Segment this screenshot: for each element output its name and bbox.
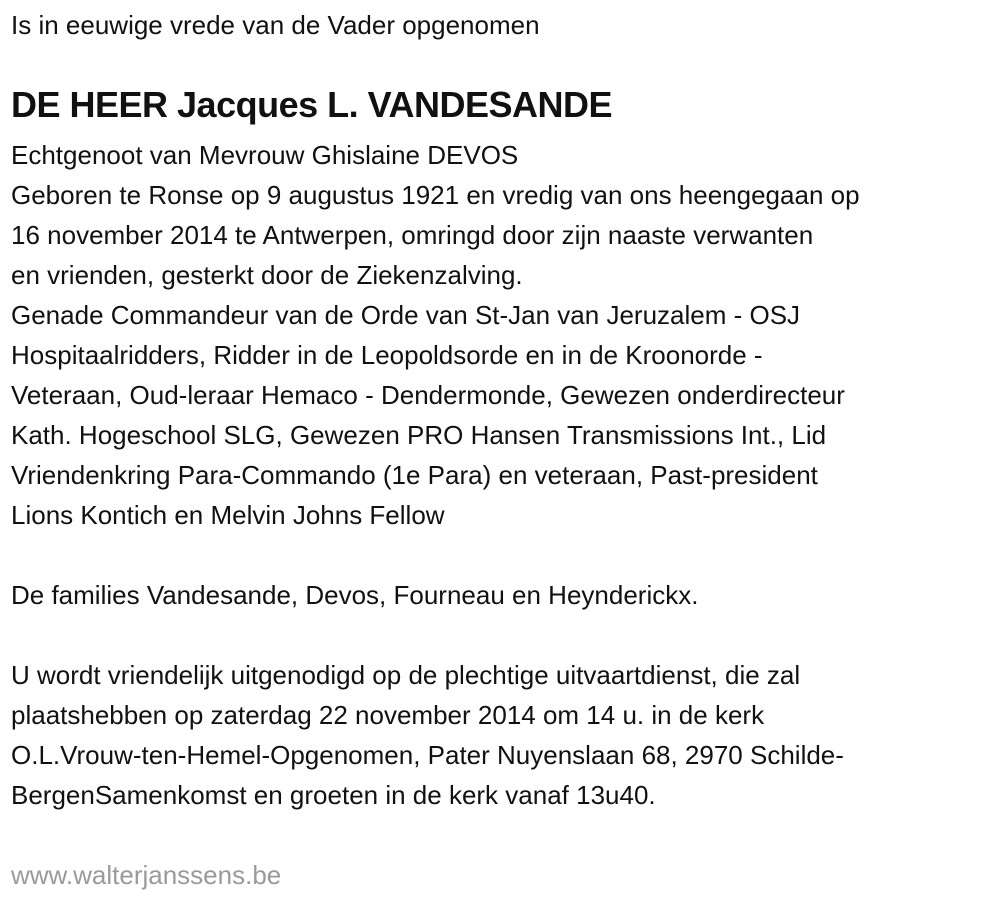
families-text: De families Vandesande, Devos, Fourneau en Heynderickx. (11, 580, 699, 610)
bio-line: 16 november 2014 te Antwerpen, omringd door zijn naaste verwanten (11, 220, 814, 250)
bio-line: Echtgenoot van Mevrouw Ghislaine DEVOS (11, 140, 519, 170)
invitation-block (11, 655, 844, 815)
footer-website-link[interactable]: www.walterjanssens.be (11, 860, 282, 890)
families-block (11, 575, 698, 615)
bio-line: Hospitaalridders, Ridder in de Leopoldsorde en in de Kroonorde - (11, 340, 763, 370)
bio-line: Kath. Hogeschool SLG, Gewezen PRO Hansen Transmissions Int., Lid (11, 420, 827, 450)
bio-line: Genade Commandeur van de Orde van St-Jan van Jeruzalem - OSJ (11, 300, 801, 330)
bio-line: Lions Kontich en Melvin Johns Fellow (11, 500, 445, 530)
deceased-name-title: DE HEER Jacques L. VANDESANDE (11, 84, 612, 125)
invitation-line: plaatshebben op zaterdag 22 november 2014 om 14 u. in de kerk (11, 700, 765, 730)
invitation-line: BergenSamenkomst en groeten in de kerk vanaf 13u40. (11, 780, 656, 810)
intro-text: Is in eeuwige vrede van de Vader opgenomen (11, 10, 540, 40)
bio-line: Veteraan, Oud-leraar Hemaco - Dendermonde, Gewezen onderdirecteur (11, 380, 845, 410)
bio-line: en vrienden, gesterkt door de Ziekenzalving. (11, 260, 523, 290)
bio-line: Geboren te Ronse op 9 augustus 1921 en vredig van ons heengegaan op (11, 180, 860, 210)
invitation-line: U wordt vriendelijk uitgenodigd op de plechtige uitvaartdienst, die zal (11, 660, 801, 690)
biography-block (11, 135, 860, 535)
invitation-line: O.L.Vrouw-ten-Hemel-Opgenomen, Pater Nuyenslaan 68, 2970 Schilde- (11, 740, 844, 770)
bio-line: Vriendenkring Para-Commando (1e Para) en veteraan, Past-president (11, 460, 818, 490)
